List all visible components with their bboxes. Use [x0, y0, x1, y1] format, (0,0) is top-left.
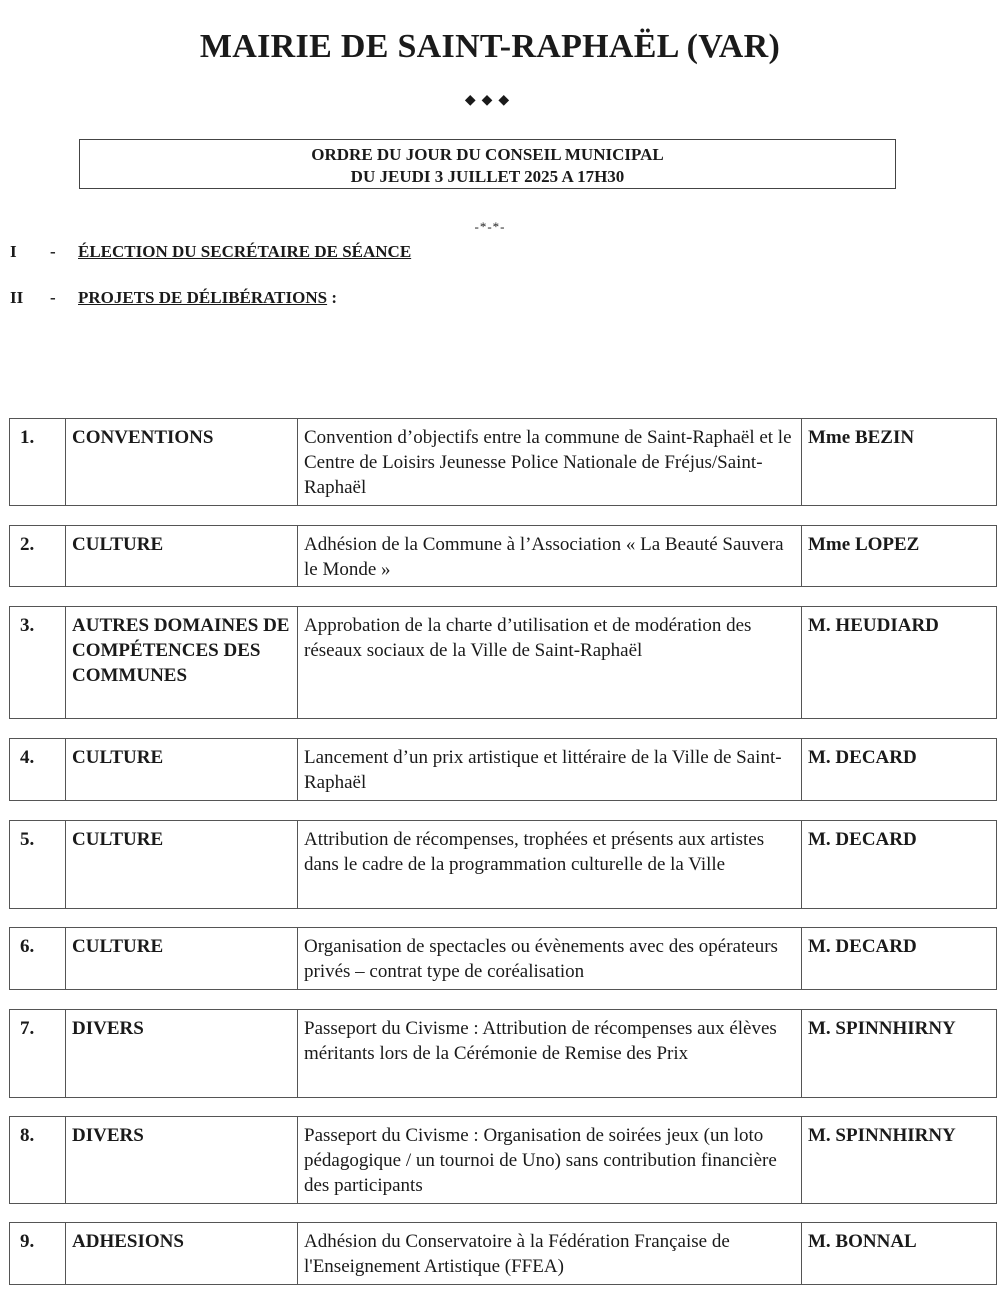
agenda-item	[9, 418, 997, 506]
agenda-item	[9, 1222, 997, 1285]
section-number: I	[10, 242, 17, 261]
item-number: 9.	[10, 1223, 66, 1285]
item-number: 4.	[10, 739, 66, 801]
item-description: Convention d’objectifs entre la commune de Saint-Raphaël et le Centre de Loisirs Jeunesse Police Nationale de Fréjus/Saint-Raphaël	[298, 419, 802, 506]
item-description: Passeport du Civisme : Organisation de soirées jeux (un loto pédagogique / un tournoi de Uno) sans contribution financière des participants	[298, 1117, 802, 1204]
item-category: CULTURE	[66, 821, 298, 909]
item-description: Organisation de spectacles ou évènements avec des opérateurs privés – contrat type de coréalisation	[298, 928, 802, 990]
section-label: PROJETS DE DÉLIBÉRATIONS	[78, 288, 328, 307]
item-description: Approbation de la charte d’utilisation et de modération des réseaux sociaux de la Ville de Saint-Raphaël	[298, 607, 802, 719]
section-suffix: :	[327, 288, 338, 307]
item-description: Attribution de récompenses, trophées et présents aux artistes dans le cadre de la programmation culturelle de la Ville	[298, 821, 802, 909]
agenda-title: ORDRE DU JOUR DU CONSEIL MUNICIPAL	[311, 145, 664, 164]
page-title: MAIRIE DE SAINT-RAPHAËL (VAR)	[199, 28, 781, 65]
agenda-item	[9, 525, 997, 587]
item-category: DIVERS	[66, 1010, 298, 1098]
item-number: 2.	[10, 526, 66, 587]
item-number: 5.	[10, 821, 66, 909]
item-description: Adhésion du Conservatoire à la Fédération Française de l'Enseignement Artistique (FFEA)	[298, 1223, 802, 1285]
item-rapporteur: Mme LOPEZ	[802, 526, 997, 587]
diamond-ornament: ◆◆◆	[464, 93, 516, 108]
section-2	[10, 288, 337, 308]
agenda-item	[9, 606, 997, 719]
item-category: CULTURE	[66, 739, 298, 801]
item-number: 3.	[10, 607, 66, 719]
item-rapporteur: M. DECARD	[802, 928, 997, 990]
item-category: CULTURE	[66, 526, 298, 587]
item-description: Lancement d’un prix artistique et littéraire de la Ville de Saint-Raphaël	[298, 739, 802, 801]
section-1	[10, 242, 411, 262]
agenda-header-box	[79, 139, 896, 189]
item-rapporteur: M. SPINNHIRNY	[802, 1117, 997, 1204]
section-label: ÉLECTION DU SECRÉTAIRE DE SÉANCE	[78, 242, 412, 261]
item-description: Adhésion de la Commune à l’Association « La Beauté Sauvera le Monde »	[298, 526, 802, 587]
item-rapporteur: M. DECARD	[802, 739, 997, 801]
item-rapporteur: M. DECARD	[802, 821, 997, 909]
agenda-item	[9, 927, 997, 990]
item-category: ADHESIONS	[66, 1223, 298, 1285]
item-rapporteur: M. SPINNHIRNY	[802, 1010, 997, 1098]
item-category: DIVERS	[66, 1117, 298, 1204]
item-category: AUTRES DOMAINES DE COMPÉTENCES DES COMMUNES	[66, 607, 298, 719]
item-rapporteur: M. HEUDIARD	[802, 607, 997, 719]
item-number: 8.	[10, 1117, 66, 1204]
item-category: CONVENTIONS	[66, 419, 298, 506]
section-dash: -	[50, 288, 56, 307]
separator: -*-*-	[474, 219, 506, 234]
agenda-item	[9, 738, 997, 801]
item-description: Passeport du Civisme : Attribution de récompenses aux élèves méritants lors de la Cérémonie de Remise des Prix	[298, 1010, 802, 1098]
agenda-date: DU JEUDI 3 JUILLET 2025 A 17H30	[350, 167, 625, 186]
item-category: CULTURE	[66, 928, 298, 990]
item-rapporteur: M. BONNAL	[802, 1223, 997, 1285]
item-number: 7.	[10, 1010, 66, 1098]
section-number: II	[10, 288, 24, 307]
agenda-item	[9, 1116, 997, 1204]
item-number: 1.	[10, 419, 66, 506]
item-number: 6.	[10, 928, 66, 990]
agenda-item	[9, 1009, 997, 1098]
agenda-item	[9, 820, 997, 909]
section-dash: -	[50, 242, 56, 261]
item-rapporteur: Mme BEZIN	[802, 419, 997, 506]
